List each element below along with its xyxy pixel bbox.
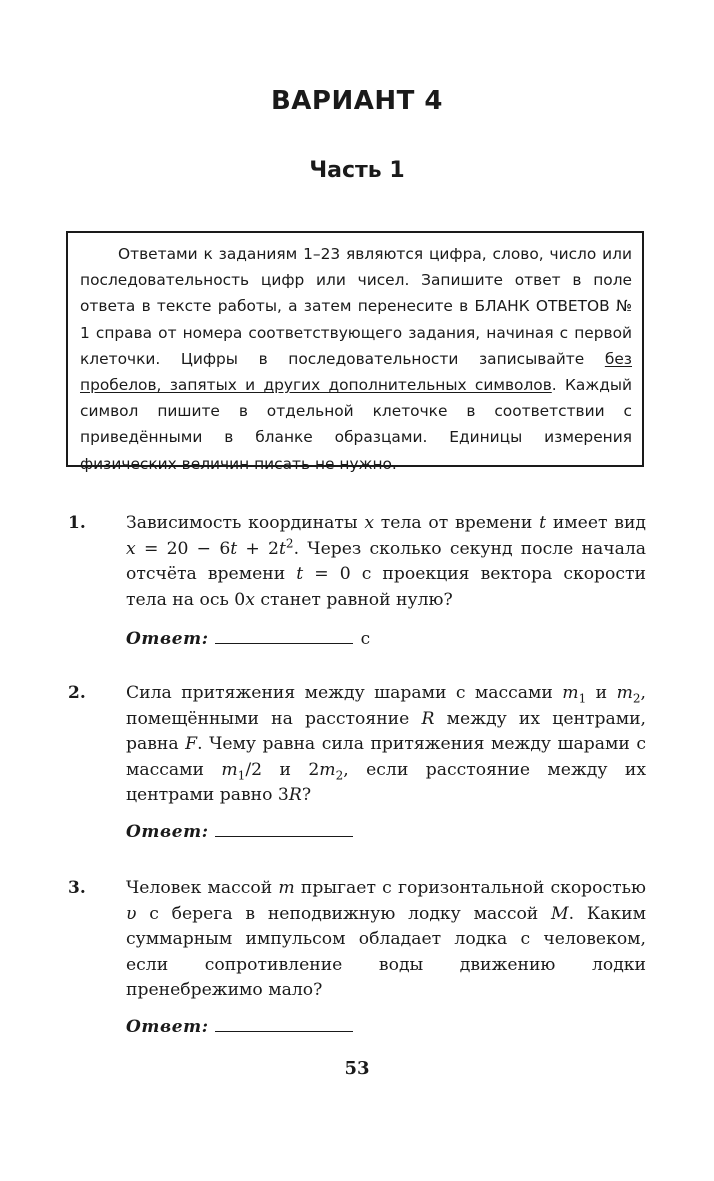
answer-row <box>126 628 370 650</box>
answer-row <box>126 821 353 843</box>
answer-field[interactable] <box>215 642 353 644</box>
task-number: 2. <box>68 683 86 703</box>
task-text: Человек массой m прыгает с горизонтальной скоростью υ с берега в неподвижную лодку массой M. Каким суммарным импульсом обладает лодка с человеком, если сопротивление воды движению лодки пренебрежимо мало? <box>126 878 646 1000</box>
answer-label: Ответ: <box>126 822 209 842</box>
instructions-text <box>80 241 632 477</box>
answer-field[interactable] <box>215 835 353 837</box>
instructions-underlined-text: без пробелов, запятых и других дополнительных символов <box>80 349 632 395</box>
task-text: Сила притяжения между шарами с массами $m_1$ и $m_2$, помещёнными на расстояние R между их центрами, равна F. Чему равна сила притяжения между шарами с массами $m_1/2$ и $2m_2$, если расстояние между их центрами равно 3R? <box>126 683 647 805</box>
task-number: 3. <box>68 878 86 898</box>
task-number: 1. <box>68 513 86 533</box>
instructions-text-end: . Каждый символ пишите в отдельной клеточке в соответствии с приведёнными в бланке образцами. Единицы измерения физических величин писать не нужно. <box>80 376 632 473</box>
answer-row <box>126 1016 353 1038</box>
instructions-text-start: Ответами к заданиям 1–23 являются цифра, слово, число или последовательность цифр или чисел. Запишите ответ в поле ответа в тексте работы, а затем перенесите в БЛАНК ОТВЕТОВ № 1 справа от номера соответствующего задания, начиная с первой клеточки. Цифры в последовательности записывайте <box>80 245 632 368</box>
answer-label: Ответ: <box>126 1017 209 1037</box>
page-number: 53 <box>344 1058 370 1079</box>
instructions-box <box>66 231 644 473</box>
answer-label: Ответ: <box>126 629 209 649</box>
answer-unit: с <box>360 629 371 649</box>
variant-title: ВАРИАНТ 4 <box>270 86 443 116</box>
task-text: Зависимость координаты x тела от времени t имеет вид $x = 20 - 6t + 2t^2$. Через сколько секунд после начала отсчёта времени t = 0 с проекция вектора скорости тела на ось 0x станет равной нулю? <box>126 513 646 610</box>
answer-field[interactable] <box>215 1030 353 1032</box>
part-title: Часть 1 <box>309 158 405 183</box>
